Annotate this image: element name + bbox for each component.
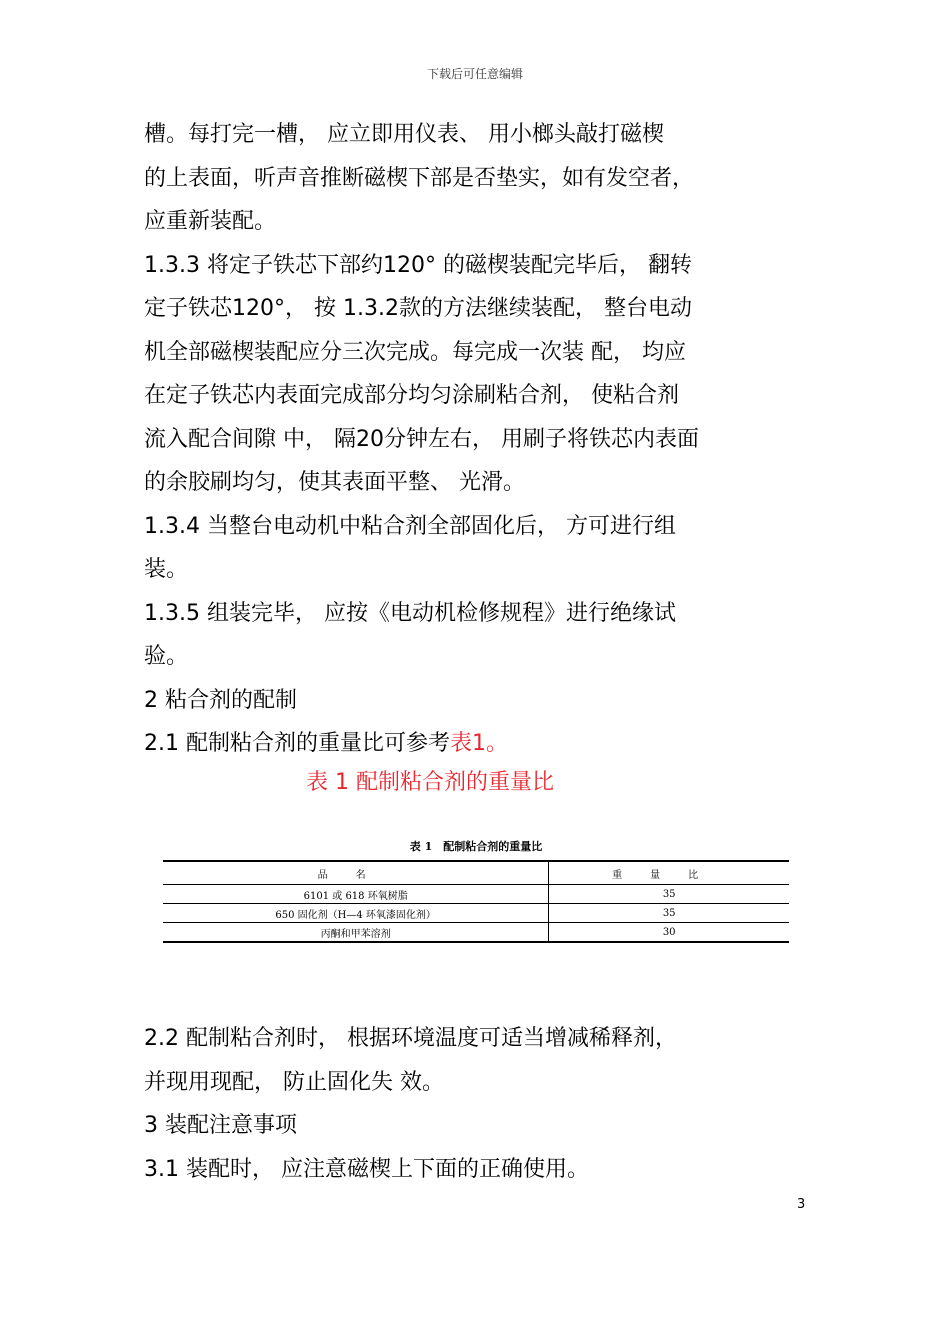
paragraph-line: 流入配合间隙 中， 隔20分钟左右， 用刷子将铁芯内表面	[144, 426, 699, 452]
table-cell-name: 丙酮和甲苯溶剂	[163, 923, 549, 943]
table-row	[163, 904, 789, 923]
column-header-name: 品名	[163, 861, 549, 885]
table-cell-ratio: 35	[549, 885, 789, 904]
paragraph-line: 1.3.3 将定子铁芯下部约120° 的磁楔装配完毕后， 翻转	[144, 252, 692, 278]
table-caption: 表 1 配制粘合剂的重量比	[306, 770, 554, 795]
paragraph-line: 1.3.4 当整台电动机中粘合剂全部固化后， 方可进行组	[144, 513, 676, 539]
paragraph-line: 3.1 装配时， 应注意磁楔上下面的正确使用。	[144, 1156, 589, 1182]
paragraph-line: 在定子铁芯内表面完成部分均匀涂刷粘合剂， 使粘合剂	[144, 383, 679, 408]
table-reference-link[interactable]: 表1。	[449, 731, 508, 756]
section-heading: 3 装配注意事项	[144, 1113, 297, 1138]
page-number: 3	[797, 1197, 806, 1212]
paragraph-line: 装。	[144, 557, 189, 582]
paragraph-2-1	[144, 722, 734, 766]
paragraph-line: 的余胶刷均匀，使其表面平整、 光滑。	[144, 470, 525, 495]
table-cell-ratio: 35	[549, 904, 789, 923]
paragraph-line: 1.3.5 组装完毕， 应按《电动机检修规程》进行绝缘试	[144, 600, 676, 626]
table-row	[163, 885, 789, 904]
paragraph-line: 验。	[144, 644, 189, 669]
column-header-ratio: 重量比	[549, 861, 789, 885]
table-header-row	[163, 861, 789, 885]
table-row	[163, 923, 789, 943]
body-text-bottom	[144, 1017, 734, 1191]
paragraph-line: 定子铁芯120°， 按 1.3.2款的方法继续装配， 整台电动	[144, 296, 692, 321]
page-header: 下载后可任意编辑	[426, 67, 523, 81]
weight-ratio-table	[163, 860, 789, 943]
section-heading: 2 粘合剂的配制	[144, 687, 297, 713]
paragraph-line: 槽。每打完一槽， 应立即用仪表、 用小榔头敲打磁楔	[144, 122, 664, 147]
paragraph-2-1-text: 2.1 配制粘合剂的重量比可参考	[144, 731, 450, 756]
table-title: 表 1 配制粘合剂的重量比	[409, 840, 543, 853]
paragraph-line: 机全部磁楔装配应分三次完成。每完成一次装 配， 均应	[144, 339, 686, 365]
table-cell-name: 6101 或 618 环氧树脂	[163, 885, 549, 904]
paragraph-line: 并现用现配， 防止固化失 效。	[144, 1069, 444, 1095]
body-text-top	[144, 113, 734, 766]
paragraph-line: 2.2 配制粘合剂时， 根据环境温度可适当增减稀释剂，	[144, 1026, 677, 1051]
paragraph-line: 的上表面，听声音推断磁楔下部是否垫实，如有发空者，	[144, 165, 695, 191]
paragraph-line: 应重新装配。	[144, 209, 277, 234]
weight-ratio-table-figure	[163, 838, 789, 943]
table-cell-name: 650 固化剂（H—4 环氧漆固化剂）	[163, 904, 549, 923]
table-cell-ratio: 30	[549, 923, 789, 943]
